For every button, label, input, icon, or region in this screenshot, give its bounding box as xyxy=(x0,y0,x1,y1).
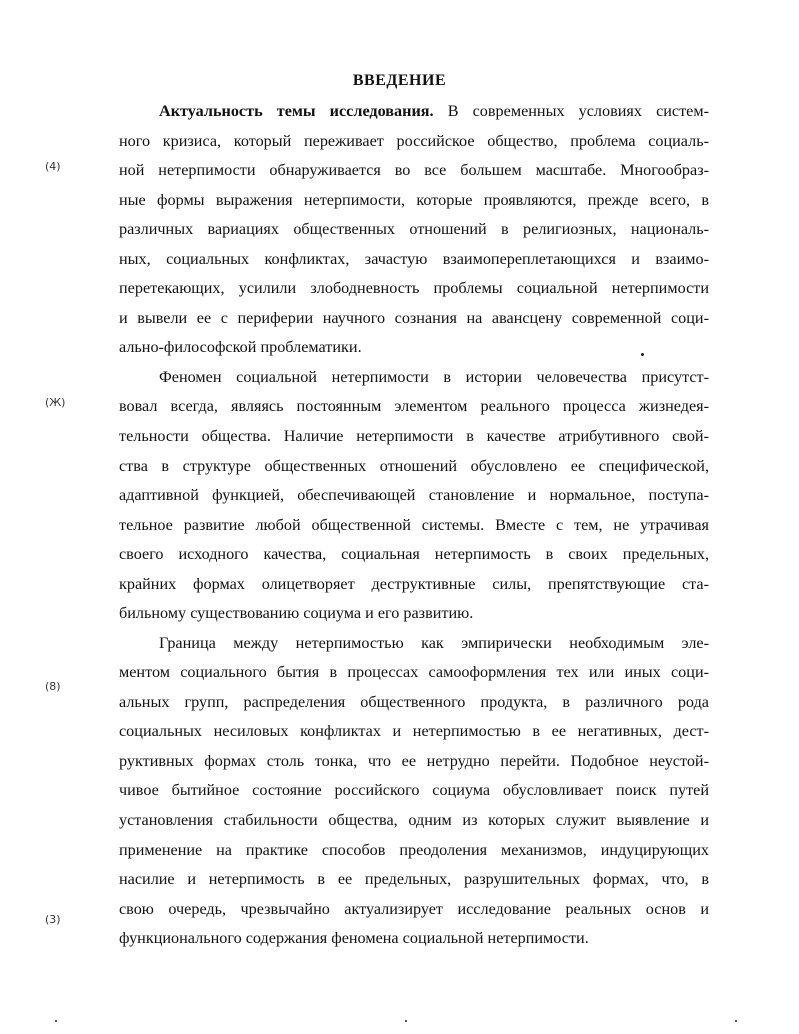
paragraph-line: и вывели ее с периферии научного сознания на авансцену современной соци- xyxy=(119,309,709,327)
paragraph-line: Граница между нетерпимостью как эмпирически необходимым эле- xyxy=(159,634,709,652)
paragraph-line: перетекающих, усилили злободневность проблемы социальной нетерпимости xyxy=(119,279,709,297)
paragraph-line: применение на практике способов преодоления механизмов, индуцирующих xyxy=(119,841,709,859)
paragraph-line: ментом социального бытия в процессах самооформления тех или иных соци- xyxy=(119,663,709,681)
paragraph-line xyxy=(159,101,709,121)
paragraph-line: ства в структуре общественных отношений обусловлено ее специфической, xyxy=(119,457,709,475)
paragraph-line: установления стабильности общества, одним из которых служит выявление и xyxy=(119,811,709,829)
paragraph-line: свою очередь, чрезвычайно актуализирует исследование реальных основ и xyxy=(119,900,709,918)
margin-mark: (8) xyxy=(45,680,61,693)
paragraph-line: насилие и нетерпимость в ее предельных, разрушительных формах, что, в xyxy=(119,870,709,888)
paragraph-line: ных, социальных конфликтах, зачастую взаимопереплетающихся и взаимо- xyxy=(119,250,709,268)
paragraph-text: В современных условиях систем- xyxy=(433,102,709,120)
margin-mark: (Ж) xyxy=(45,396,66,409)
paragraph-line: вовал всегда, являясь постоянным элементом реального процесса жизнедея- xyxy=(119,397,709,415)
scan-speck xyxy=(55,1020,57,1022)
paragraph-line: своего исходного качества, социальная нетерпимость в своих предельных, xyxy=(119,545,709,563)
paragraph-line: ные формы выражения нетерпимости, которые проявляются, прежде всего, в xyxy=(119,191,709,209)
paragraph-line: бильному существованию социума и его развитию. xyxy=(119,604,474,622)
margin-mark: (4) xyxy=(45,160,61,173)
scan-speck xyxy=(641,353,644,356)
paragraph-line: функционального содержания феномена социальной нетерпимости. xyxy=(119,929,589,947)
scan-speck xyxy=(405,1020,407,1022)
page-title: ВВЕДЕНИЕ xyxy=(352,72,447,89)
scan-speck xyxy=(735,1020,737,1022)
paragraph-line: различных вариациях общественных отношений в религиозных, националь- xyxy=(119,220,709,238)
paragraph-line: Феномен социальной нетерпимости в истории человечества присутст- xyxy=(159,368,709,386)
paragraph-line: крайних формах олицетворяет деструктивные силы, препятствующие ста- xyxy=(119,575,709,593)
paragraph-line: тельное развитие любой общественной системы. Вместе с тем, не утрачивая xyxy=(119,516,709,534)
paragraph-line: ного кризиса, который переживает российское общество, проблема социаль- xyxy=(119,132,709,150)
margin-mark: (3) xyxy=(45,913,61,926)
paragraph-line: альных групп, распределения общественного продукта, в различного рода xyxy=(119,693,709,711)
paragraph-line: чивое бытийное состояние российского социума обусловливает поиск путей xyxy=(119,781,709,799)
paragraph-line: тельности общества. Наличие нетерпимости в качестве атрибутивного свой- xyxy=(119,427,709,445)
paragraph-line: ной нетерпимости обнаруживается во все большем масштабе. Многообраз- xyxy=(119,161,709,179)
paragraph-line: ально-философской проблематики. xyxy=(119,338,362,356)
paragraph-line: руктивных формах столь тонка, что ее нетрудно перейти. Подобное неустой- xyxy=(119,752,709,770)
paragraph-line: социальных несиловых конфликтах и нетерпимостью в ее негативных, дест- xyxy=(119,722,709,740)
section-lead: Актуальность темы исследования. xyxy=(159,102,434,120)
paragraph-line: адаптивной функцией, обеспечивающей становление и нормальное, поступа- xyxy=(119,486,709,504)
